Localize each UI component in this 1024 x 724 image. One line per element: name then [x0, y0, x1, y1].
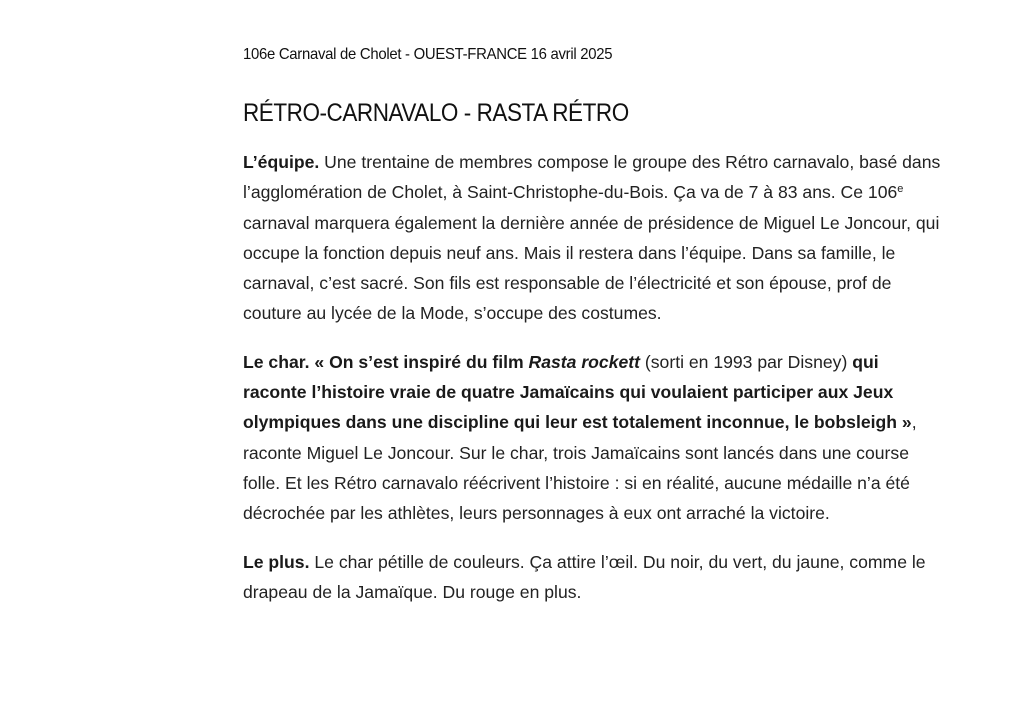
paragraph-char-aside: (sorti en 1993 par Disney) [640, 351, 853, 372]
paragraph-char-quote-a: « On s’est inspiré du film [309, 351, 529, 372]
paragraph-plus [243, 547, 943, 608]
paragraph-char-quote-b: qui raconte l’histoire vraie de quatre Jamaïcains qui voulaient participer aux Jeux olympiques dans une discipline qui leur est totalement inconnue, le bobsleigh » [243, 351, 912, 433]
paragraph-equipe-superscript: e [897, 183, 904, 196]
paragraph-char [243, 347, 943, 529]
paragraph-plus-lead: Le plus. [243, 551, 310, 572]
paragraph-equipe-lead: L’équipe. [243, 152, 320, 172]
paragraph-plus-text: Le char pétille de couleurs. Ça attire l’œil. Du noir, du vert, du jaune, comme le drapeau de la Jamaïque. Du rouge en plus. [243, 551, 926, 602]
article-page [243, 44, 943, 607]
paragraph-equipe-text-a: Une trentaine de membres compose le groupe des Rétro carnavalo, basé dans l’agglomération de Cholet, à Saint-Christophe-du-Bois. Ça va de 7 à 83 ans. Ce 106 [243, 152, 941, 203]
paragraph-equipe-text-b: carnaval marquera également la dernière année de présidence de Miguel Le Joncour, qui occupe la fonction depuis neuf ans. Mais il restera dans l’équipe. Dans sa famille, le carnaval, c’est sacré. Son fils est responsable de l’électricité et son épouse, prof de couture au lycée de la Mode, s’occupe des costumes. [243, 212, 940, 324]
paragraph-equipe [243, 147, 943, 329]
article-title: RÉTRO-CARNAVALO - RASTA RÉTRO [243, 99, 629, 127]
paragraph-char-film-title: Rasta rockett [528, 351, 640, 372]
paragraph-char-text: , raconte Miguel Le Joncour. Sur le char, trois Jamaïcains sont lancés dans une course folle. Et les Rétro carnavalo réécrivent l’histoire : si en réalité, aucune médaille n’a été décrochée par les athlètes, leurs personnages à eux ont arraché la victoire. [243, 412, 917, 524]
source-line: 106e Carnaval de Cholet - OUEST-FRANCE 16 avril 2025 [243, 46, 613, 63]
paragraph-char-lead: Le char. [243, 351, 310, 372]
